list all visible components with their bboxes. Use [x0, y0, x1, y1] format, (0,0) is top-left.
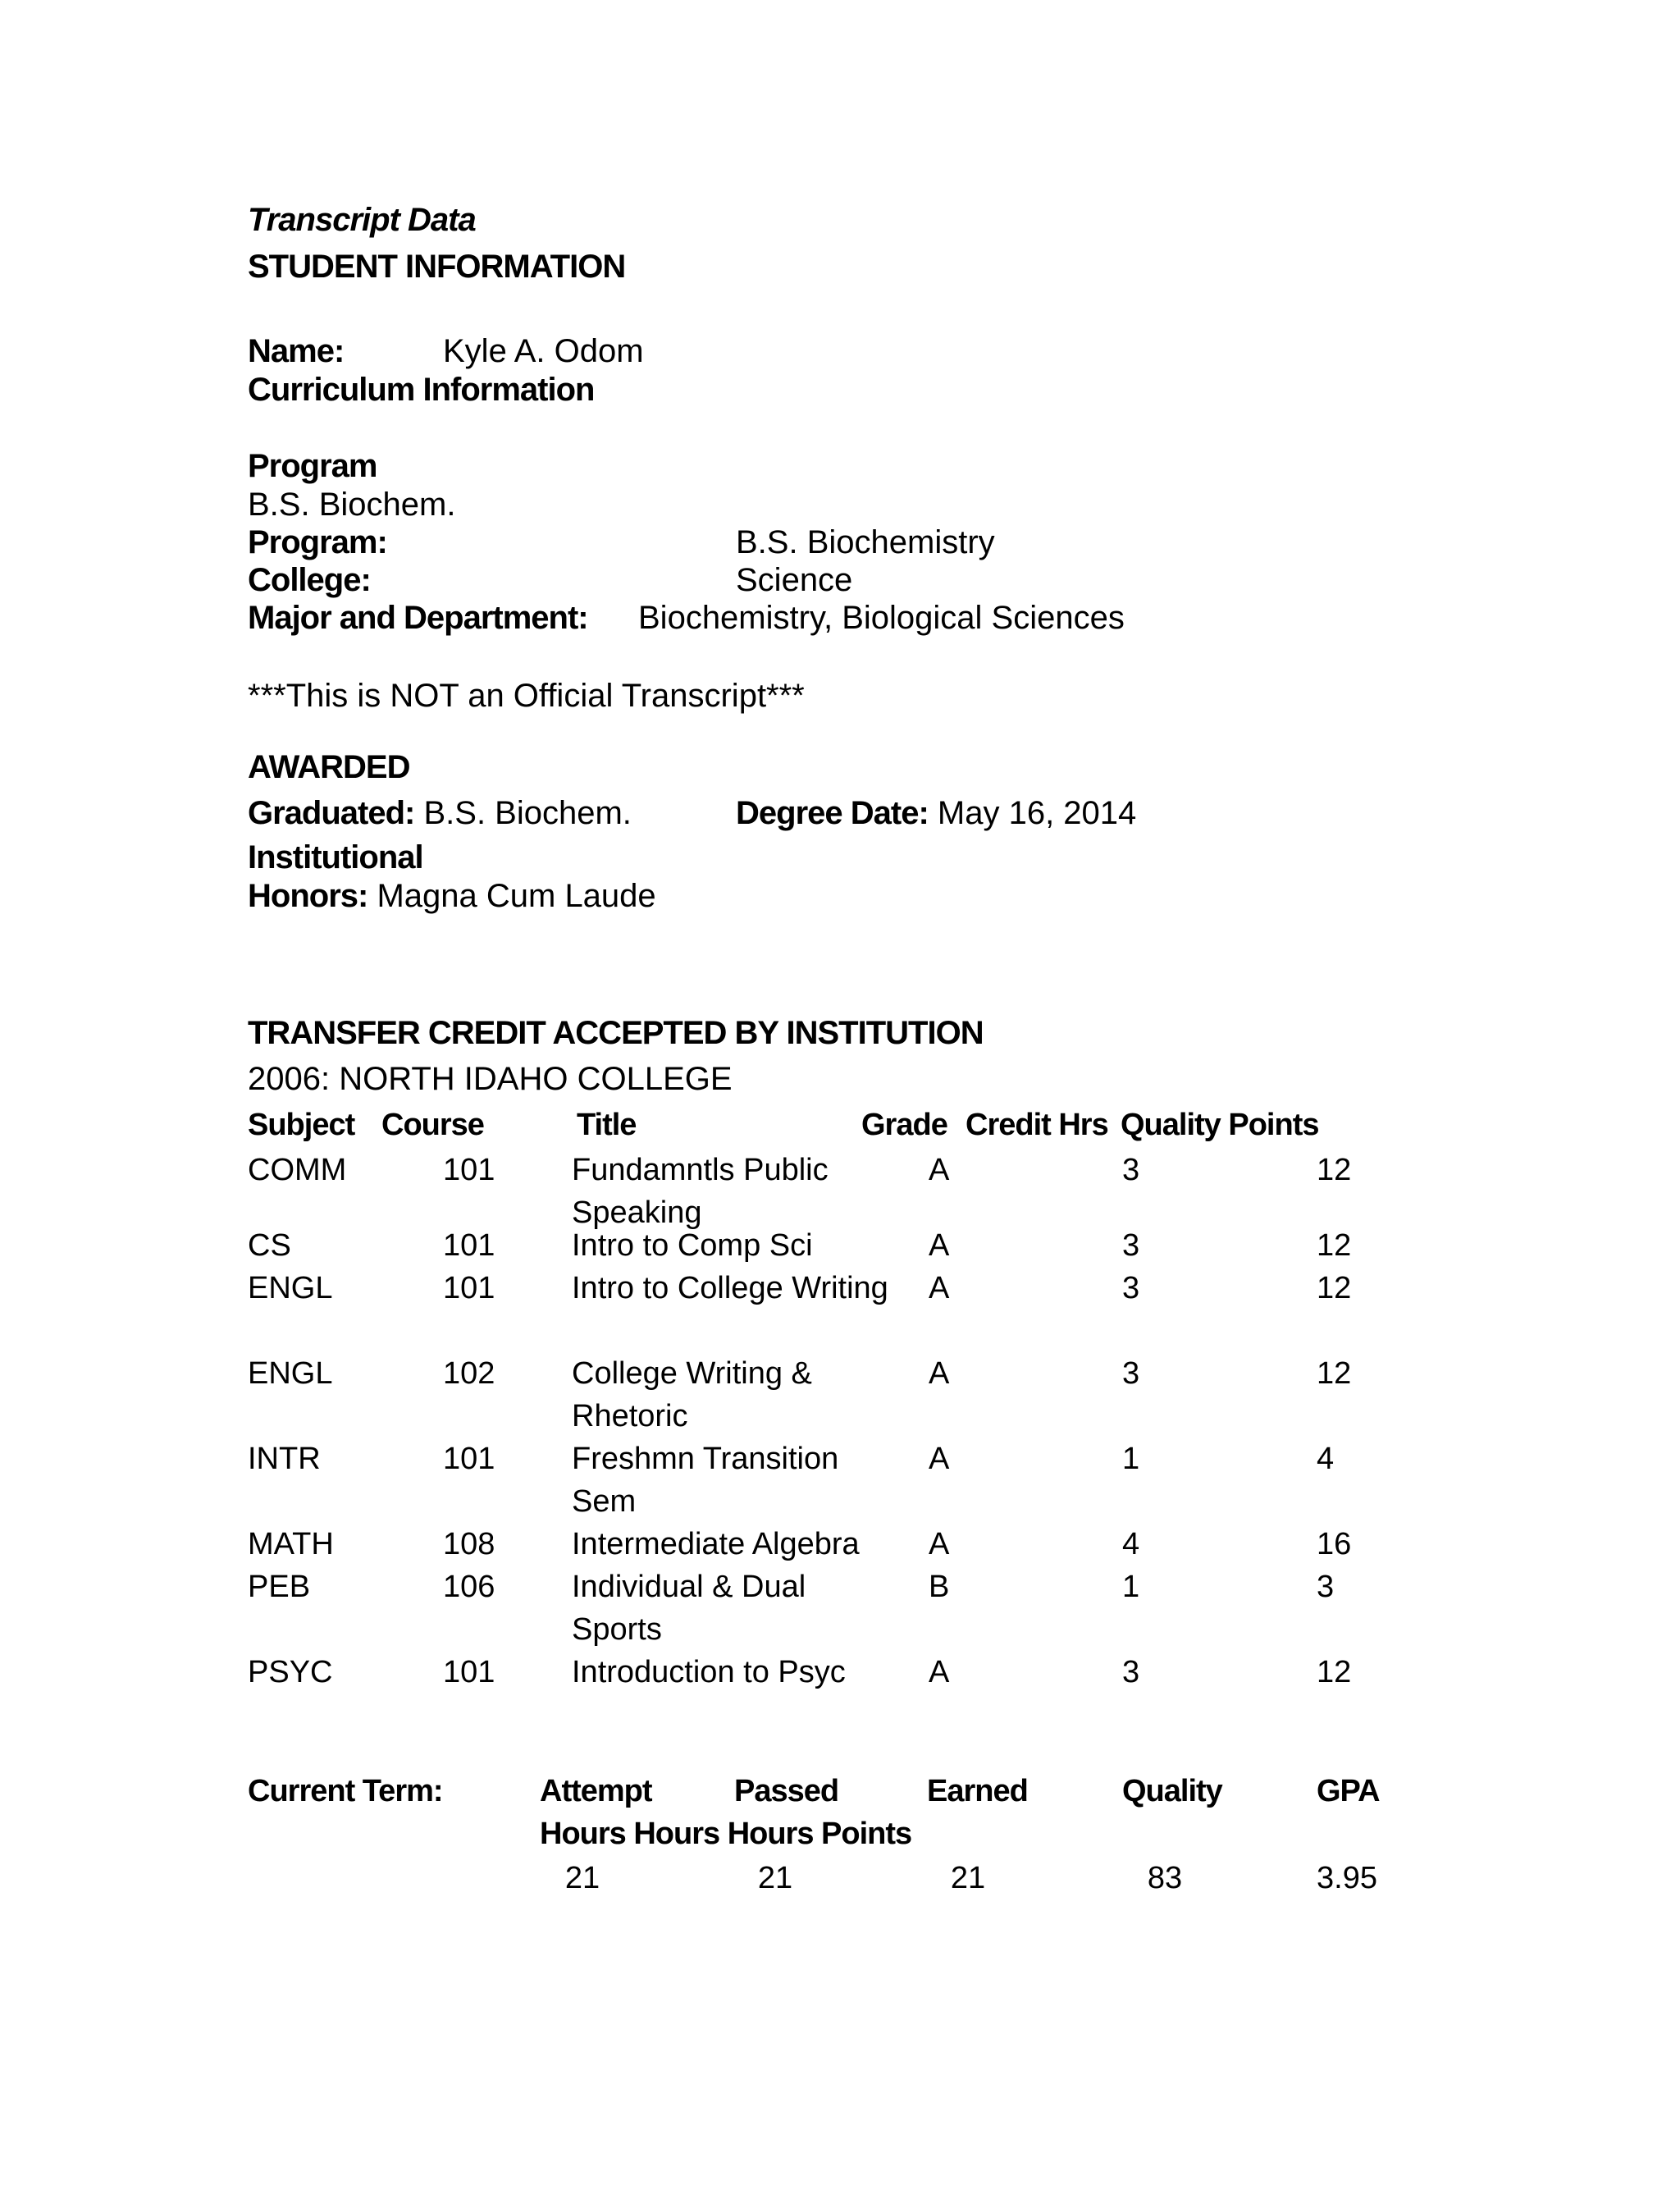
cell-credit: 4 [1122, 1527, 1140, 1561]
institutional-label: Institutional [248, 839, 423, 875]
cell-grade: A [929, 1356, 950, 1391]
cell-credit: 3 [1122, 1153, 1140, 1187]
summary-gpa-header: GPA [1317, 1774, 1380, 1808]
cell-credit: 3 [1122, 1271, 1140, 1305]
program-heading: Program [248, 448, 377, 484]
cell-grade: A [929, 1228, 950, 1263]
cell-subject: ENGL [248, 1271, 333, 1305]
cell-points: 16 [1317, 1527, 1352, 1561]
col-subject: Subject [248, 1108, 355, 1142]
cell-subject: CS [248, 1228, 291, 1263]
cell-course: 101 [443, 1655, 495, 1689]
cell-title: Individual & Dual Sports [572, 1570, 806, 1647]
cell-course: 101 [443, 1228, 495, 1263]
cell-points: 12 [1317, 1228, 1352, 1263]
transfer-institution: 2006: NORTH IDAHO COLLEGE [248, 1061, 733, 1097]
cell-points: 12 [1317, 1153, 1352, 1187]
cell-grade: A [929, 1442, 950, 1476]
cell-points: 12 [1317, 1356, 1352, 1391]
cell-credit: 1 [1122, 1442, 1140, 1476]
section-heading-student-info: STUDENT INFORMATION [248, 249, 626, 285]
summary-gpa-value: 3.95 [1317, 1861, 1377, 1895]
cell-subject: PSYC [248, 1655, 333, 1689]
degree-date-label: Degree Date: [736, 795, 929, 831]
cell-subject: ENGL [248, 1356, 333, 1391]
summary-attempt-value: 21 [564, 1861, 600, 1895]
summary-subheader: Hours Hours Hours Points [540, 1817, 912, 1851]
summary-quality-header: Quality [1122, 1774, 1222, 1808]
cell-subject: INTR [248, 1442, 321, 1476]
degree-date-row [736, 794, 1136, 832]
cell-grade: A [929, 1153, 950, 1187]
major-label: Major and Department: [248, 600, 588, 636]
name-label: Name: [248, 333, 345, 369]
program-value: B.S. Biochemistry [736, 524, 995, 560]
cell-title: Freshmn Transition Sem [572, 1442, 839, 1519]
degree-date-value: May 16, 2014 [937, 795, 1137, 831]
cell-title: Introduction to Psyc [572, 1655, 846, 1689]
cell-credit: 3 [1122, 1655, 1140, 1689]
honors-label: Honors: [248, 878, 368, 914]
college-label: College: [248, 562, 371, 598]
col-course: Course [381, 1108, 484, 1142]
cell-title: Intermediate Algebra [572, 1527, 860, 1561]
cell-title: Intro to Comp Sci [572, 1228, 813, 1263]
summary-earned-value: 21 [950, 1861, 986, 1895]
cell-subject: MATH [248, 1527, 334, 1561]
cell-grade: A [929, 1271, 950, 1305]
cell-course: 108 [443, 1527, 495, 1561]
honors-value: Magna Cum Laude [377, 878, 656, 914]
summary-passed-header: Passed [734, 1774, 839, 1808]
graduated-label: Graduated: [248, 795, 415, 831]
cell-credit: 3 [1122, 1228, 1140, 1263]
cell-course: 102 [443, 1356, 495, 1391]
document-title: Transcript Data [248, 202, 476, 238]
col-quality-points: Quality Points [1121, 1108, 1319, 1142]
cell-grade: B [929, 1570, 950, 1604]
cell-grade: A [929, 1527, 950, 1561]
cell-credit: 1 [1122, 1570, 1140, 1604]
program-short: B.S. Biochem. [248, 487, 456, 523]
cell-points: 12 [1317, 1655, 1352, 1689]
cell-subject: PEB [248, 1570, 311, 1604]
cell-points: 3 [1317, 1570, 1335, 1604]
program-label: Program: [248, 524, 387, 560]
cell-course: 101 [443, 1271, 495, 1305]
cell-points: 12 [1317, 1271, 1352, 1305]
unofficial-notice: ***This is NOT an Official Transcript*** [248, 678, 805, 714]
honors-row [248, 877, 656, 915]
summary-attempt-header: Attempt [540, 1774, 652, 1808]
cell-title: Intro to College Writing [572, 1271, 888, 1305]
awarded-heading: AWARDED [248, 749, 410, 785]
major-value: Biochemistry, Biological Sciences [638, 600, 1125, 636]
curriculum-heading: Curriculum Information [248, 372, 595, 408]
col-grade: Grade [861, 1108, 947, 1142]
college-value: Science [736, 562, 853, 598]
name-value: Kyle A. Odom [443, 333, 644, 369]
cell-credit: 3 [1122, 1356, 1140, 1391]
cell-grade: A [929, 1655, 950, 1689]
graduated-row [248, 794, 632, 832]
cell-course: 101 [443, 1442, 495, 1476]
summary-quality-value: 83 [1147, 1861, 1183, 1895]
graduated-value: B.S. Biochem. [423, 795, 632, 831]
summary-passed-value: 21 [757, 1861, 793, 1895]
summary-earned-header: Earned [927, 1774, 1028, 1808]
transfer-heading: TRANSFER CREDIT ACCEPTED BY INSTITUTION [248, 1015, 984, 1051]
cell-course: 101 [443, 1153, 495, 1187]
cell-title: College Writing & Rhetoric [572, 1356, 812, 1433]
cell-title: Fundamntls Public Speaking [572, 1153, 829, 1230]
cell-points: 4 [1317, 1442, 1335, 1476]
current-term-label: Current Term: [248, 1774, 443, 1808]
col-credit-hrs: Credit Hrs [966, 1108, 1108, 1142]
cell-subject: COMM [248, 1153, 347, 1187]
col-title: Title [577, 1108, 637, 1142]
cell-course: 106 [443, 1570, 495, 1604]
